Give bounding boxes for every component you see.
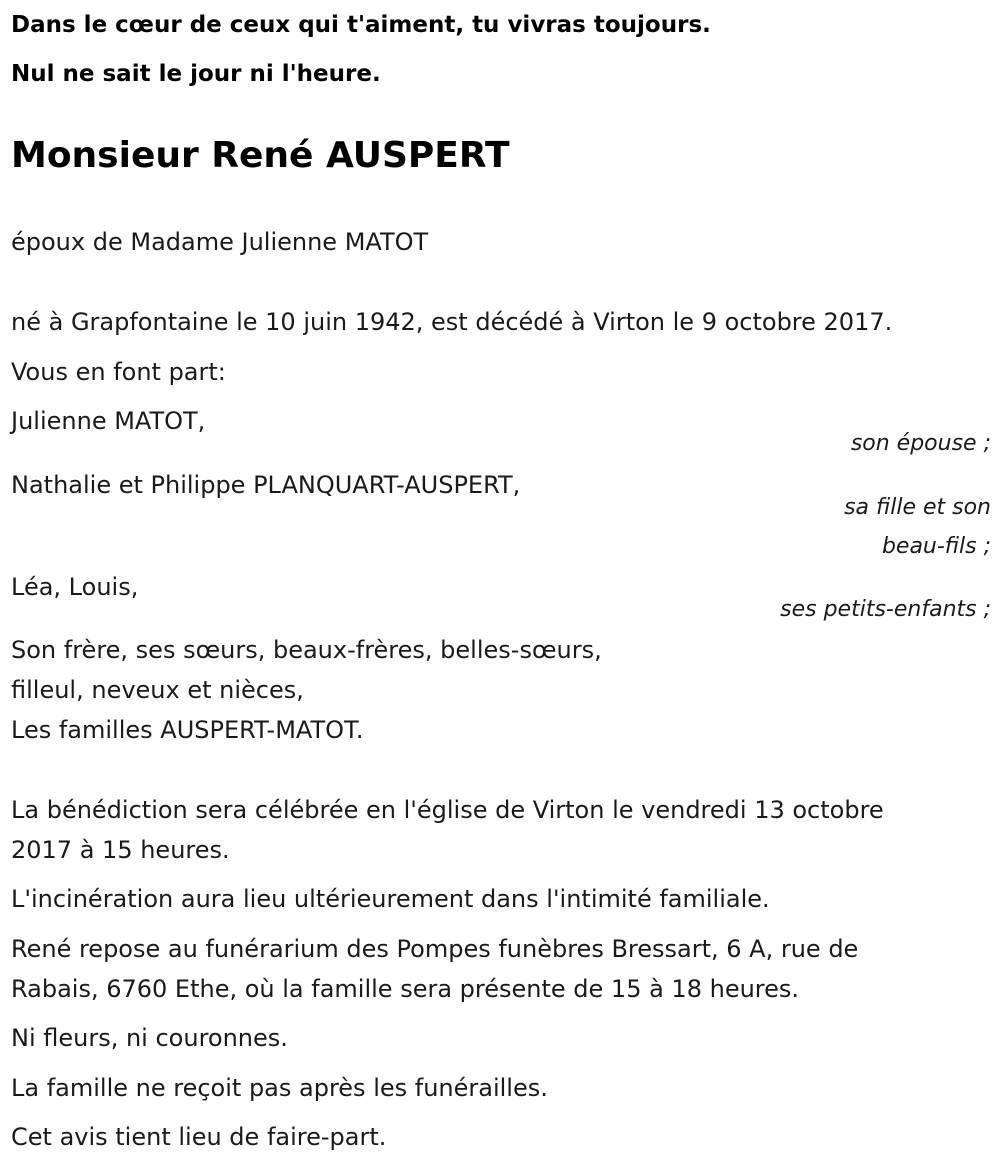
other-relatives-line: filleul, neveux et nièces, bbox=[11, 676, 304, 704]
quote-line-1: Dans le cœur de ceux qui t'aiment, tu vivras toujours. bbox=[11, 12, 711, 38]
family-member-names: Nathalie et Philippe PLANQUART-AUSPERT, bbox=[11, 471, 521, 499]
notice-line: Cet avis tient lieu de faire-part. bbox=[11, 1123, 387, 1151]
reception-line: La famille ne reçoit pas après les funérailles. bbox=[11, 1074, 548, 1102]
quote-line-2: Nul ne sait le jour ni l'heure. bbox=[11, 61, 381, 87]
spouse-line: époux de Madame Julienne MATOT bbox=[11, 228, 429, 256]
family-member-relation: son épouse ; bbox=[850, 431, 991, 456]
family-member-relation: beau-fils ; bbox=[881, 534, 991, 559]
family-member-names: Léa, Louis, bbox=[11, 573, 139, 601]
deceased-name: Monsieur René AUSPERT bbox=[11, 135, 510, 176]
other-relatives-line: Les familles AUSPERT-MATOT. bbox=[11, 716, 364, 744]
other-relatives-line: Son frère, ses sœurs, beaux-frères, belles-sœurs, bbox=[11, 636, 602, 664]
family-intro: Vous en font part: bbox=[11, 358, 226, 386]
family-member-relation: sa fille et son bbox=[844, 495, 991, 520]
blessing-line: La bénédiction sera célébrée en l'église de Virton le vendredi 13 octobre bbox=[11, 796, 884, 824]
family-member-names: Julienne MATOT, bbox=[11, 407, 206, 435]
family-member-relation: ses petits-enfants ; bbox=[780, 597, 991, 622]
flowers-line: Ni fleurs, ni couronnes. bbox=[11, 1024, 288, 1052]
blessing-line: 2017 à 15 heures. bbox=[11, 836, 230, 864]
repose-line: René repose au funérarium des Pompes funèbres Bressart, 6 A, rue de bbox=[11, 935, 859, 963]
birth-death-line: né à Grapfontaine le 10 juin 1942, est décédé à Virton le 9 octobre 2017. bbox=[11, 308, 893, 336]
cremation-line: L'incinération aura lieu ultérieurement dans l'intimité familiale. bbox=[11, 885, 770, 913]
repose-line: Rabais, 6760 Ethe, où la famille sera présente de 15 à 18 heures. bbox=[11, 975, 800, 1003]
